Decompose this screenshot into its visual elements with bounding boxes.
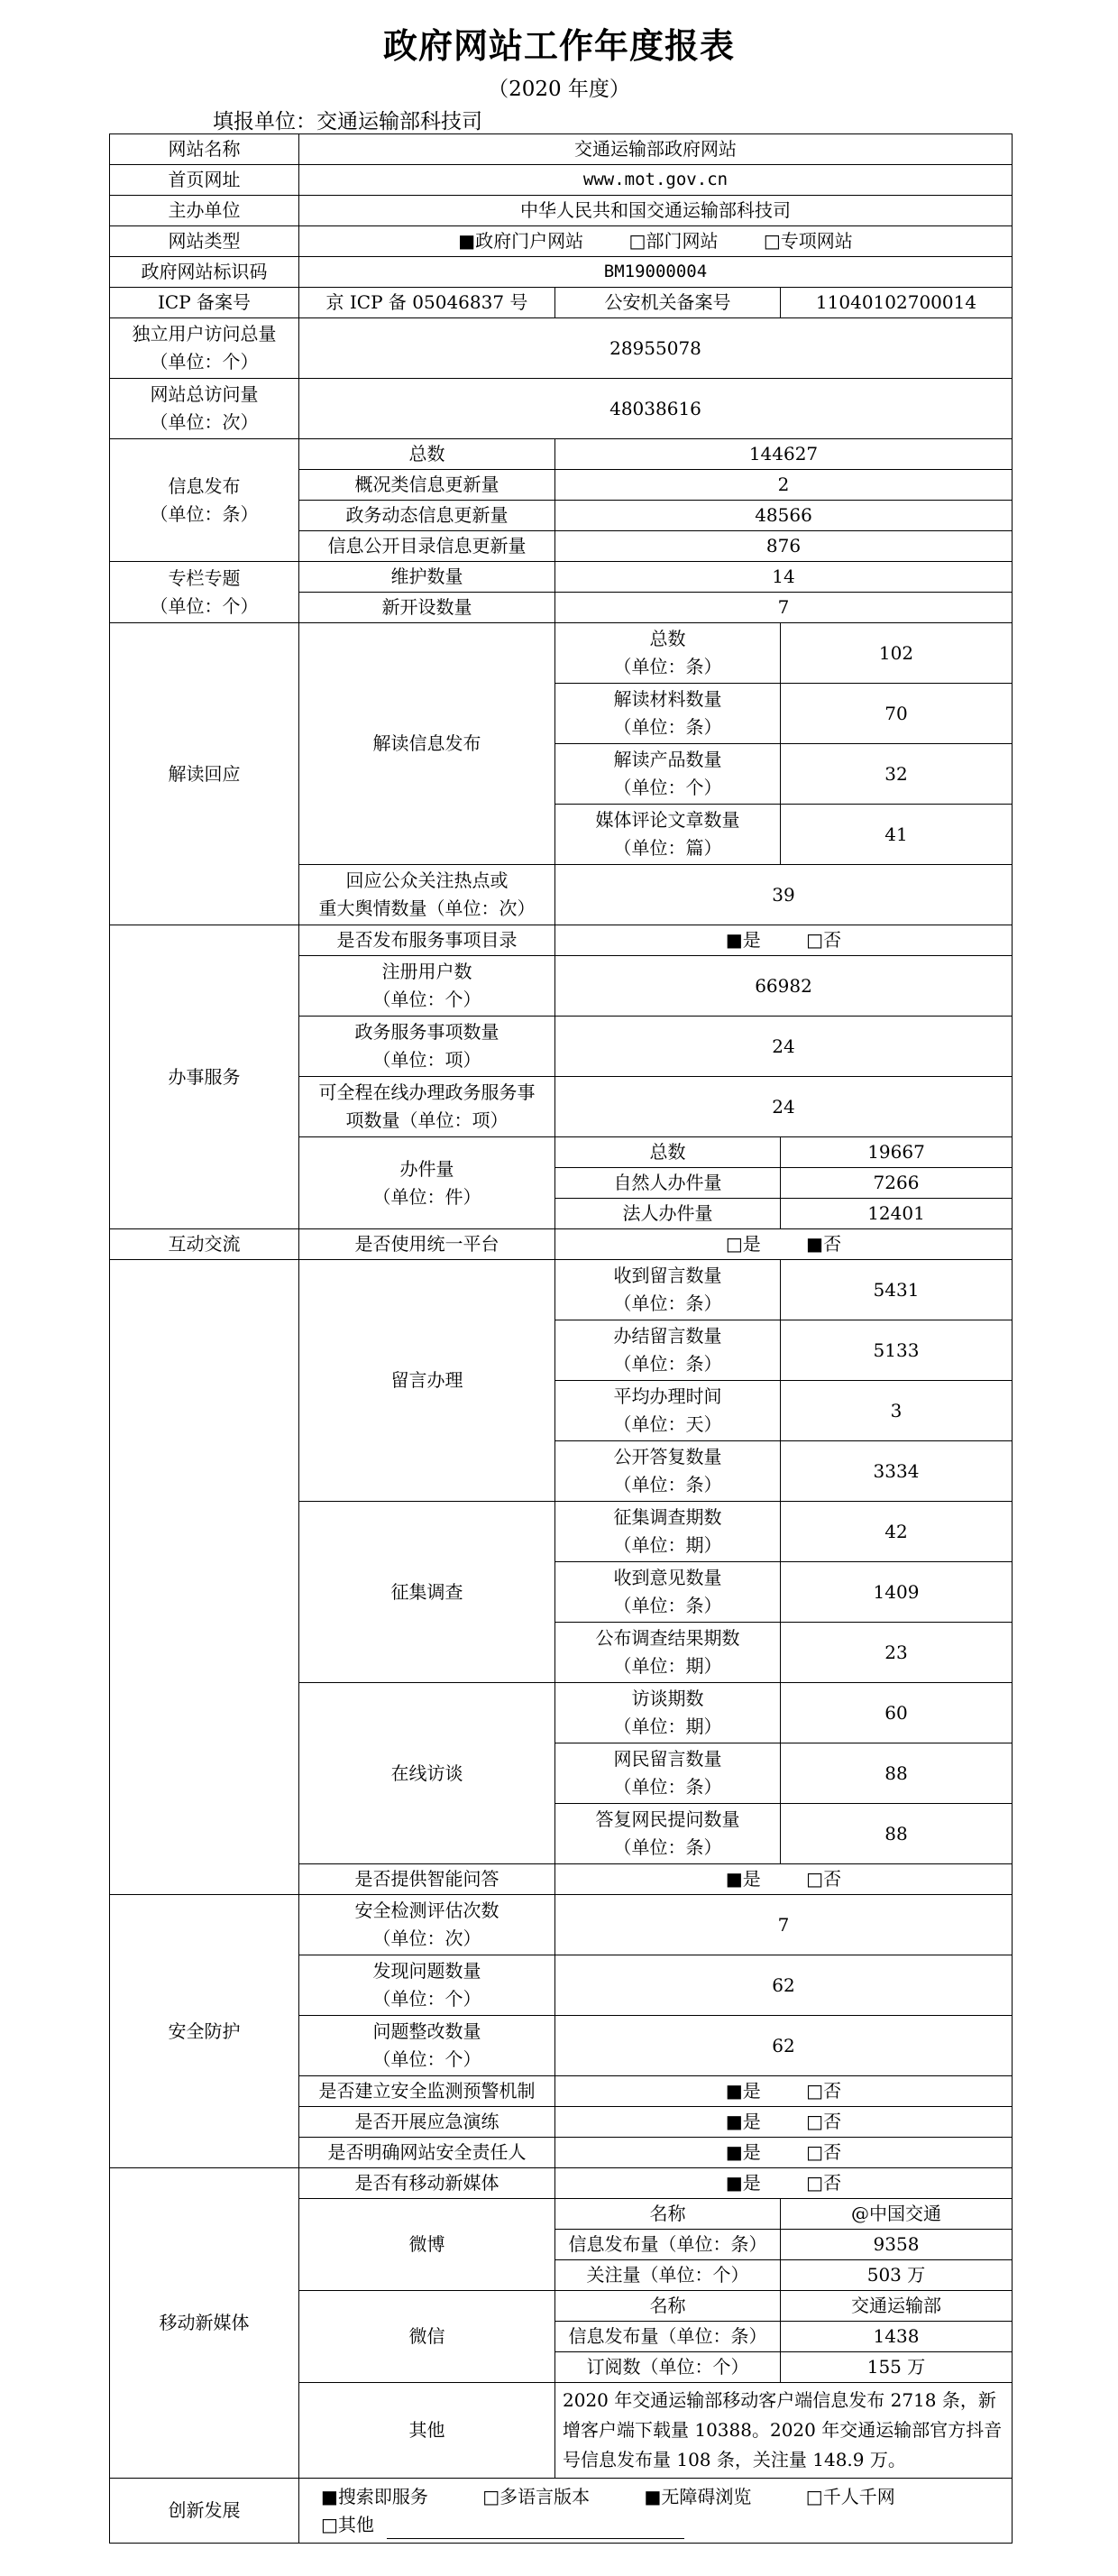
security-fixed-value: 62 bbox=[555, 2016, 1013, 2076]
security-monitor-options bbox=[555, 2076, 1013, 2107]
media-other-label: 其他 bbox=[299, 2383, 555, 2479]
talk-messages-value: 88 bbox=[781, 1743, 1013, 1804]
security-section-label: 安全防护 bbox=[110, 1895, 299, 2168]
interpret-media-value: 41 bbox=[781, 805, 1013, 865]
interpret-product-label: 解读产品数量 （单位：个） bbox=[555, 744, 781, 805]
cases-legal-label: 法人办件量 bbox=[555, 1199, 781, 1229]
police-label: 公安机关备案号 bbox=[555, 288, 781, 318]
service-items-value: 24 bbox=[555, 1017, 1013, 1077]
security-issues-value: 62 bbox=[555, 1955, 1013, 2016]
uv-label: 独立用户访问总量 （单位：个） bbox=[110, 318, 299, 379]
row-column-maintain bbox=[110, 562, 1013, 593]
ai-qa-label: 是否提供智能问答 bbox=[299, 1864, 555, 1895]
ai-qa-options bbox=[555, 1864, 1013, 1895]
survey-periods-value: 42 bbox=[781, 1502, 1013, 1562]
icp-value: 京 ICP 备 05046837 号 bbox=[299, 288, 555, 318]
service-users-value: 66982 bbox=[555, 956, 1013, 1017]
wechat-sub-label: 微信 bbox=[299, 2291, 555, 2383]
column-maintain-label: 维护数量 bbox=[299, 562, 555, 593]
interpret-material-value: 70 bbox=[781, 684, 1013, 744]
interpret-product-value: 32 bbox=[781, 744, 1013, 805]
report-title: 政府网站工作年度报表 bbox=[382, 25, 735, 66]
wechat-name-label: 名称 bbox=[555, 2291, 781, 2322]
message-closed-value: 5133 bbox=[781, 1320, 1013, 1381]
site-type-options bbox=[299, 226, 1013, 257]
info-total-label: 总数 bbox=[299, 439, 555, 470]
security-monitor-yes[interactable]: ■是 bbox=[725, 2080, 761, 2102]
interpret-sub-label: 解读信息发布 bbox=[299, 623, 555, 865]
media-has-no[interactable]: □否 bbox=[806, 2172, 842, 2194]
interpret-total-value: 102 bbox=[781, 623, 1013, 684]
security-duty-yes[interactable]: ■是 bbox=[725, 2141, 761, 2163]
report-table bbox=[109, 133, 1013, 2544]
innovation-section-label: 创新发展 bbox=[110, 2479, 299, 2544]
talk-messages-label: 网民留言数量 （单位：条） bbox=[555, 1743, 781, 1804]
cases-person-label: 自然人办件量 bbox=[555, 1168, 781, 1199]
interpret-section-label: 解读回应 bbox=[110, 623, 299, 925]
wechat-posts-label: 信息发布量（单位：条） bbox=[555, 2322, 781, 2352]
wechat-subscribers-value: 155 万 bbox=[781, 2352, 1013, 2383]
cases-total-label: 总数 bbox=[555, 1137, 781, 1168]
type-option-special[interactable]: □专项网站 bbox=[763, 230, 853, 252]
site-type-label: 网站类型 bbox=[110, 226, 299, 257]
cases-total-value: 19667 bbox=[781, 1137, 1013, 1168]
security-checks-value: 7 bbox=[555, 1895, 1013, 1955]
report-year: （2020 年度） bbox=[488, 78, 630, 101]
info-total-value: 144627 bbox=[555, 439, 1013, 470]
url-label: 首页网址 bbox=[110, 165, 299, 196]
security-issues-label: 发现问题数量 （单位：个） bbox=[299, 1955, 555, 2016]
exchange-platform-no[interactable]: ■否 bbox=[806, 1233, 842, 1255]
exchange-section-label: 互动交流 bbox=[110, 1229, 299, 1260]
info-section-label: 信息发布 （单位：条） bbox=[110, 439, 299, 562]
weibo-posts-value: 9358 bbox=[781, 2230, 1013, 2260]
message-avgtime-label: 平均办理时间 （单位：天） bbox=[555, 1381, 781, 1441]
row-icp bbox=[110, 288, 1013, 318]
service-online-value: 24 bbox=[555, 1077, 1013, 1137]
message-received-label: 收到留言数量 （单位：条） bbox=[555, 1260, 781, 1320]
message-closed-label: 办结留言数量 （单位：条） bbox=[555, 1320, 781, 1381]
row-site-type bbox=[110, 226, 1013, 257]
security-monitor-label: 是否建立安全监测预警机制 bbox=[299, 2076, 555, 2107]
column-new-value: 7 bbox=[555, 593, 1013, 623]
security-drill-label: 是否开展应急演练 bbox=[299, 2107, 555, 2138]
row-host bbox=[110, 196, 1013, 226]
row-media-has bbox=[110, 2168, 1013, 2199]
security-drill-no[interactable]: □否 bbox=[806, 2111, 842, 2132]
weibo-followers-label: 关注量（单位：个） bbox=[555, 2260, 781, 2291]
pv-label: 网站总访问量 （单位：次） bbox=[110, 379, 299, 439]
security-drill-yes[interactable]: ■是 bbox=[725, 2111, 761, 2132]
row-message-received bbox=[110, 1260, 1013, 1320]
service-catalog-options bbox=[555, 925, 1013, 956]
talk-replies-value: 88 bbox=[781, 1804, 1013, 1864]
innovation-other[interactable]: □其他 bbox=[321, 2513, 374, 2535]
weibo-sub-label: 微博 bbox=[299, 2199, 555, 2291]
service-catalog-label: 是否发布服务事项目录 bbox=[299, 925, 555, 956]
message-public-label: 公开答复数量 （单位：条） bbox=[555, 1441, 781, 1502]
service-online-label: 可全程在线办理政务服务事 项数量（单位：项） bbox=[299, 1077, 555, 1137]
interact-section-blank bbox=[110, 1260, 299, 1895]
weibo-name-value: @中国交通 bbox=[781, 2199, 1013, 2230]
service-catalog-yes[interactable]: ■是 bbox=[725, 929, 761, 951]
cases-person-value: 7266 bbox=[781, 1168, 1013, 1199]
survey-opinions-value: 1409 bbox=[781, 1562, 1013, 1623]
survey-results-value: 23 bbox=[781, 1623, 1013, 1683]
talk-periods-label: 访谈期数 （单位：期） bbox=[555, 1683, 781, 1743]
host-label: 主办单位 bbox=[110, 196, 299, 226]
weibo-posts-label: 信息发布量（单位：条） bbox=[555, 2230, 781, 2260]
media-has-label: 是否有移动新媒体 bbox=[299, 2168, 555, 2199]
wechat-subscribers-label: 订阅数（单位：个） bbox=[555, 2352, 781, 2383]
innovation-other-underline bbox=[387, 2518, 684, 2539]
message-public-value: 3334 bbox=[781, 1441, 1013, 1502]
interpret-response-value: 39 bbox=[555, 865, 1013, 925]
site-id-value: BM19000004 bbox=[299, 257, 1013, 288]
row-uv bbox=[110, 318, 1013, 379]
security-monitor-no[interactable]: □否 bbox=[806, 2080, 842, 2102]
weibo-name-label: 名称 bbox=[555, 2199, 781, 2230]
uv-value: 28955078 bbox=[299, 318, 1013, 379]
info-catalog-label: 信息公开目录信息更新量 bbox=[299, 531, 555, 562]
interpret-total-label: 总数 （单位：条） bbox=[555, 623, 781, 684]
ai-qa-no[interactable]: □否 bbox=[806, 1868, 842, 1890]
info-news-label: 政务动态信息更新量 bbox=[299, 501, 555, 531]
row-exchange-platform bbox=[110, 1229, 1013, 1260]
innovation-personalized[interactable]: □千人千网 bbox=[805, 2485, 895, 2507]
column-new-label: 新开设数量 bbox=[299, 593, 555, 623]
info-overview-value: 2 bbox=[555, 470, 1013, 501]
survey-opinions-label: 收到意见数量 （单位：条） bbox=[555, 1562, 781, 1623]
exchange-platform-label: 是否使用统一平台 bbox=[299, 1229, 555, 1260]
media-other-text: 2020 年交通运输部移动客户端信息发布 2718 条，新增客户端下载量 10388。2020 年交通运输部官方抖音号信息发布量 108 条，关注量 148.9 万。 bbox=[555, 2383, 1013, 2479]
row-info-total bbox=[110, 439, 1013, 470]
service-section-label: 办事服务 bbox=[110, 925, 299, 1229]
innovation-search-service[interactable]: ■搜索即服务 bbox=[321, 2485, 428, 2507]
type-option-department[interactable]: □部门网站 bbox=[628, 230, 719, 252]
survey-sub-label: 征集调查 bbox=[299, 1502, 555, 1683]
interpret-media-label: 媒体评论文章数量 （单位：篇） bbox=[555, 805, 781, 865]
row-site-id bbox=[110, 257, 1013, 288]
host-value: 中华人民共和国交通运输部科技司 bbox=[299, 196, 1013, 226]
row-service-catalog bbox=[110, 925, 1013, 956]
media-section-label: 移动新媒体 bbox=[110, 2168, 299, 2479]
pv-value: 48038616 bbox=[299, 379, 1013, 439]
exchange-platform-yes[interactable]: □是 bbox=[725, 1233, 761, 1255]
security-checks-label: 安全检测评估次数 （单位：次） bbox=[299, 1895, 555, 1955]
site-name-value: 交通运输部政府网站 bbox=[299, 134, 1013, 165]
row-security-checks bbox=[110, 1895, 1013, 1955]
site-name-label: 网站名称 bbox=[110, 134, 299, 165]
message-received-value: 5431 bbox=[781, 1260, 1013, 1320]
message-sub-label: 留言办理 bbox=[299, 1260, 555, 1502]
interpret-material-label: 解读材料数量 （单位：条） bbox=[555, 684, 781, 744]
message-avgtime-value: 3 bbox=[781, 1381, 1013, 1441]
row-pv bbox=[110, 379, 1013, 439]
site-id-label: 政府网站标识码 bbox=[110, 257, 299, 288]
row-url bbox=[110, 165, 1013, 196]
column-maintain-value: 14 bbox=[555, 562, 1013, 593]
ai-qa-yes[interactable]: ■是 bbox=[725, 1868, 761, 1890]
security-duty-options bbox=[555, 2138, 1013, 2168]
innovation-options bbox=[299, 2479, 1013, 2544]
filing-unit: 填报单位：交通运输部科技司 bbox=[213, 110, 482, 133]
media-has-yes[interactable]: ■是 bbox=[725, 2172, 761, 2194]
type-option-portal[interactable]: ■政府门户网站 bbox=[458, 230, 584, 252]
url-value[interactable]: www.mot.gov.cn bbox=[299, 165, 1013, 196]
wechat-posts-value: 1438 bbox=[781, 2322, 1013, 2352]
innovation-accessibility[interactable]: ■无障碍浏览 bbox=[644, 2485, 752, 2507]
row-innovation bbox=[110, 2479, 1013, 2544]
weibo-followers-value: 503 万 bbox=[781, 2260, 1013, 2291]
security-duty-no[interactable]: □否 bbox=[806, 2141, 842, 2163]
service-cases-label: 办件量 （单位：件） bbox=[299, 1137, 555, 1229]
security-duty-label: 是否明确网站安全责任人 bbox=[299, 2138, 555, 2168]
police-value: 11040102700014 bbox=[781, 288, 1013, 318]
talk-periods-value: 60 bbox=[781, 1683, 1013, 1743]
security-drill-options bbox=[555, 2107, 1013, 2138]
service-users-label: 注册用户数 （单位：个） bbox=[299, 956, 555, 1017]
service-catalog-no[interactable]: □否 bbox=[806, 929, 842, 951]
talk-replies-label: 答复网民提问数量 （单位：条） bbox=[555, 1804, 781, 1864]
row-site-name bbox=[110, 134, 1013, 165]
exchange-platform-options bbox=[555, 1229, 1013, 1260]
innovation-multilingual[interactable]: □多语言版本 bbox=[482, 2485, 591, 2507]
info-overview-label: 概况类信息更新量 bbox=[299, 470, 555, 501]
info-news-value: 48566 bbox=[555, 501, 1013, 531]
interpret-response-label: 回应公众关注热点或 重大舆情数量（单位：次） bbox=[299, 865, 555, 925]
survey-periods-label: 征集调查期数 （单位：期） bbox=[555, 1502, 781, 1562]
service-items-label: 政务服务事项数量 （单位：项） bbox=[299, 1017, 555, 1077]
row-interpret-total bbox=[110, 623, 1013, 684]
icp-label: ICP 备案号 bbox=[110, 288, 299, 318]
cases-legal-value: 12401 bbox=[781, 1199, 1013, 1229]
wechat-name-value: 交通运输部 bbox=[781, 2291, 1013, 2322]
survey-results-label: 公布调查结果期数 （单位：期） bbox=[555, 1623, 781, 1683]
security-fixed-label: 问题整改数量 （单位：个） bbox=[299, 2016, 555, 2076]
media-has-options bbox=[555, 2168, 1013, 2199]
column-section-label: 专栏专题 （单位：个） bbox=[110, 562, 299, 623]
talk-sub-label: 在线访谈 bbox=[299, 1683, 555, 1864]
info-catalog-value: 876 bbox=[555, 531, 1013, 562]
